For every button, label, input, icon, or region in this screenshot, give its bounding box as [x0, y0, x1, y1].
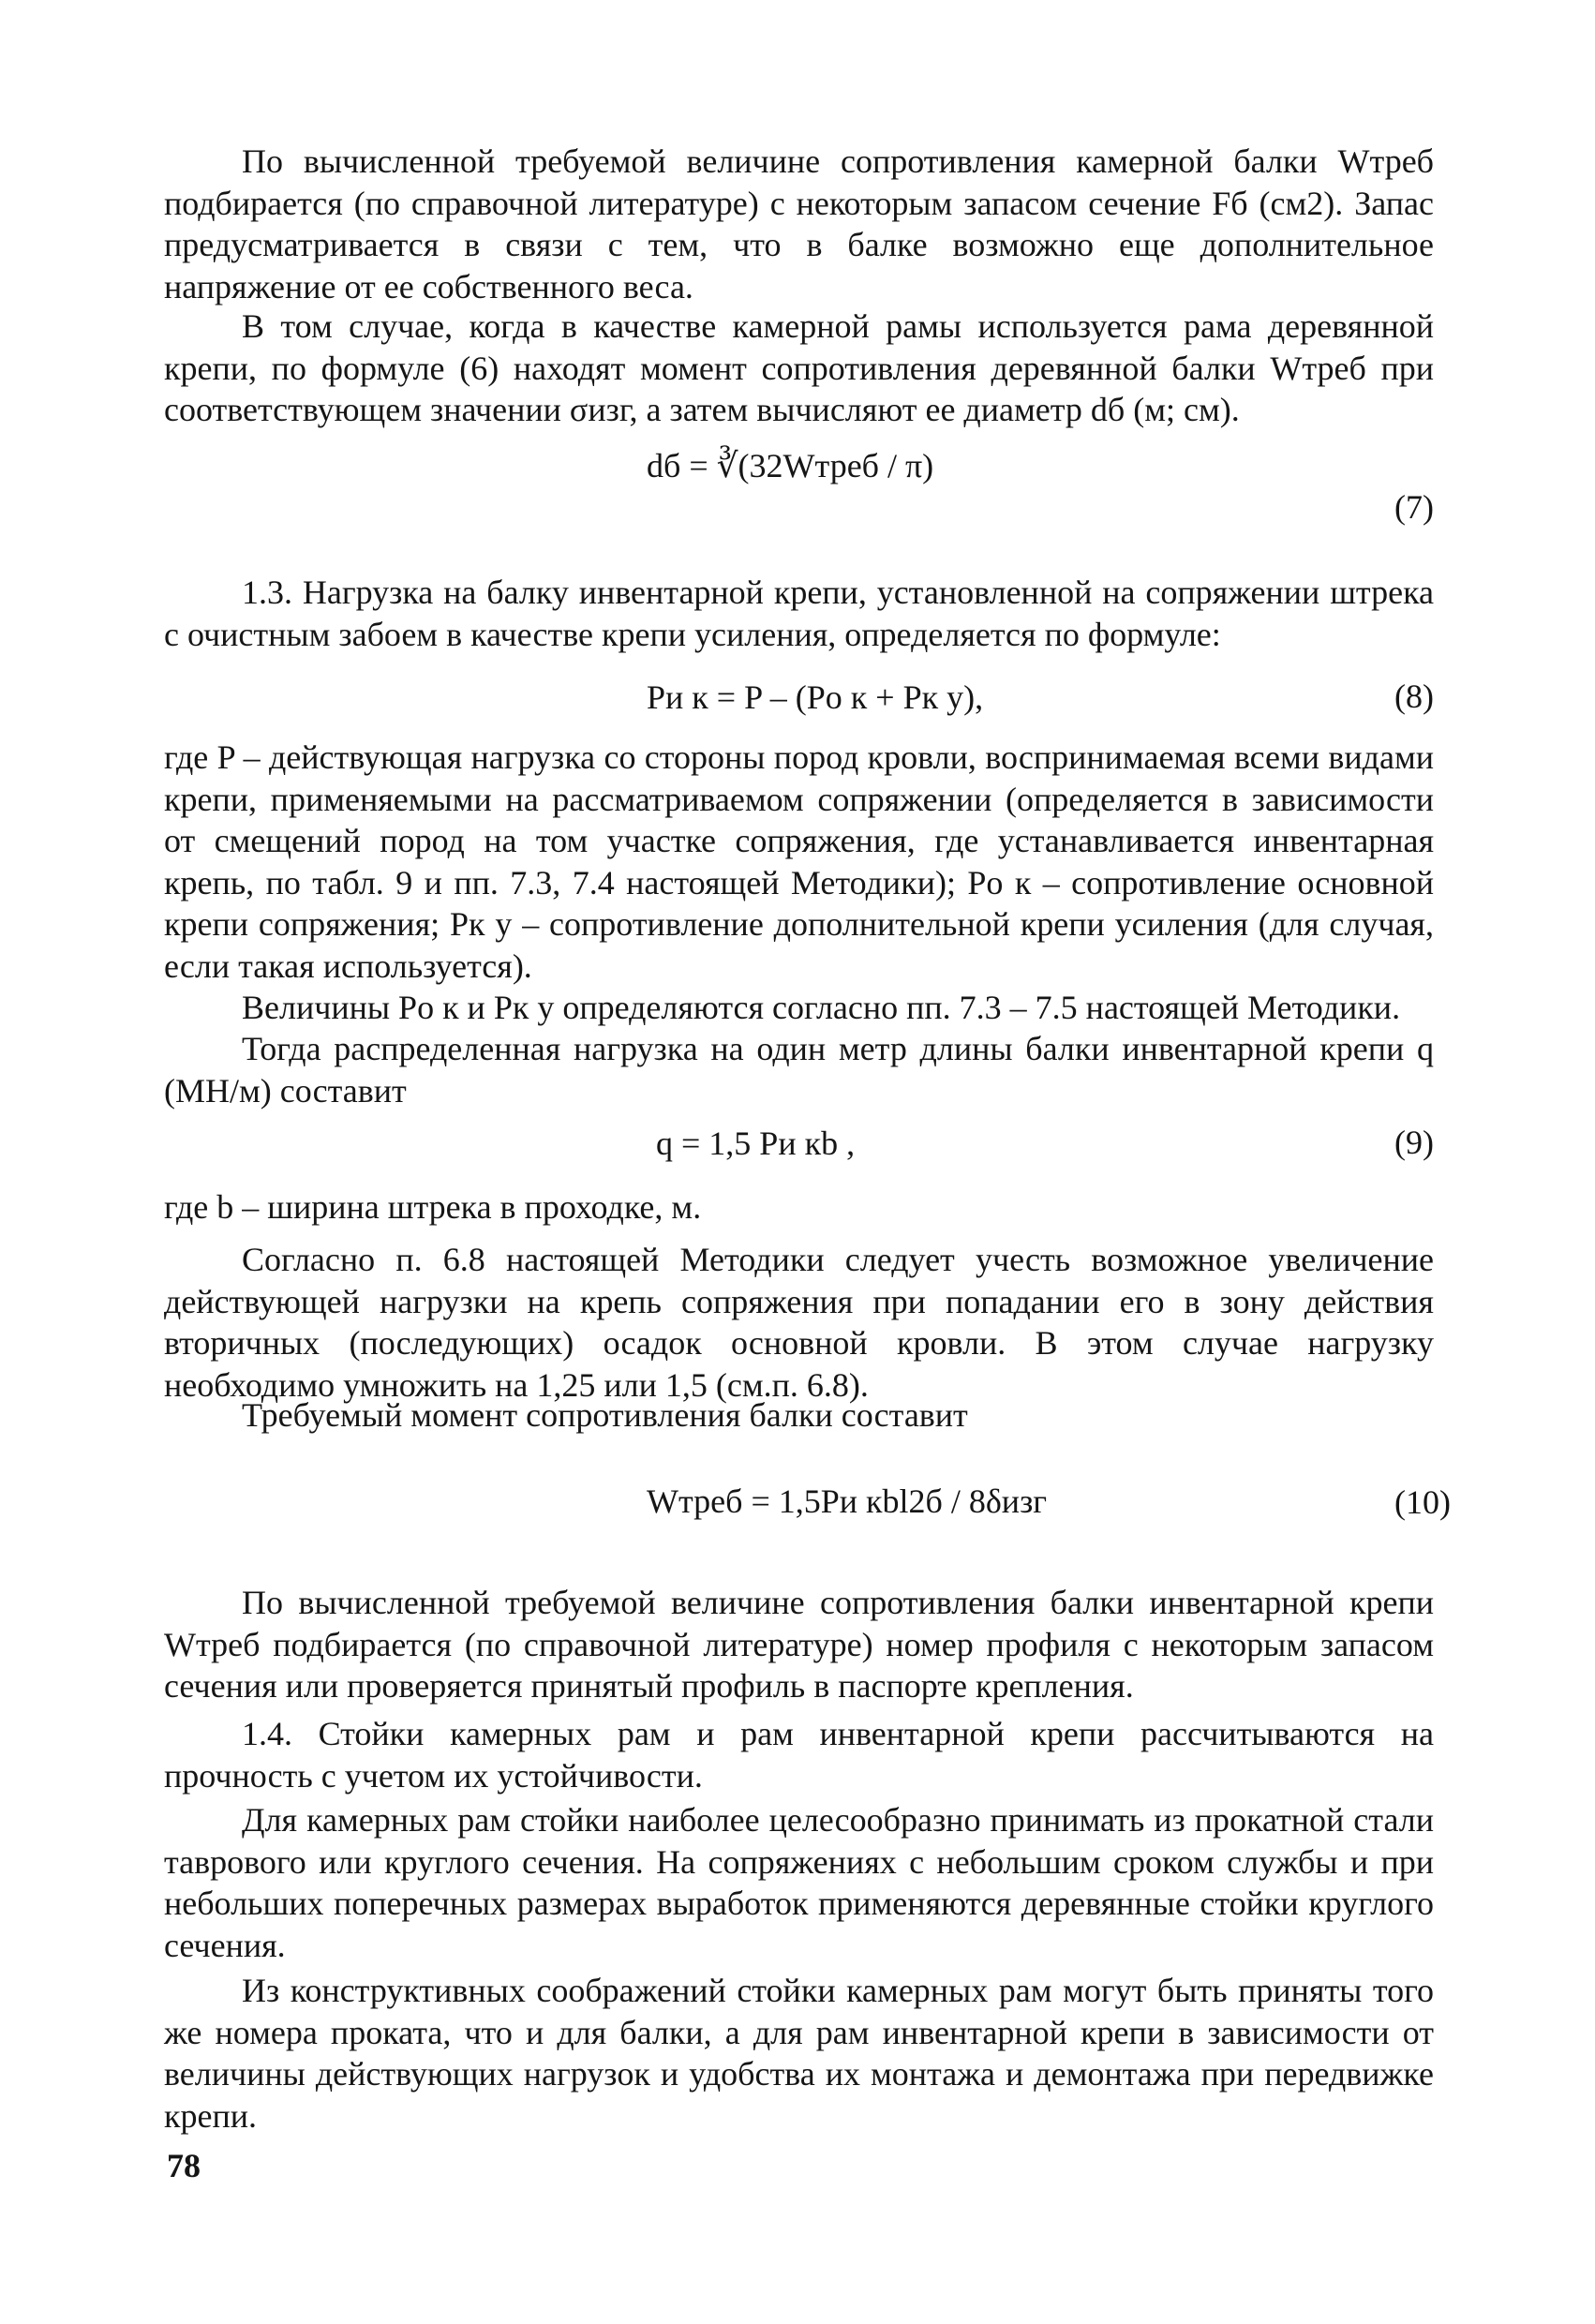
equation-number-7: (7)	[1394, 488, 1434, 526]
formula-8: Pи к = P – (Pо к + Pк у),	[647, 678, 984, 716]
formula-7-text: dб = ∛(32Wтреб / π)	[647, 447, 934, 484]
paragraph-7: где b – ширина штрека в проходке, м.	[164, 1188, 702, 1226]
paragraph-5: Величины Pо к и Pк у определяются согласно пп. 7.3 – 7.5 настоящей Методики.	[242, 989, 1401, 1026]
paragraph-9: Требуемый момент сопротивления балки составит	[242, 1396, 968, 1434]
formula-9: q = 1,5 Pи кb ,	[656, 1125, 856, 1162]
paragraph-11: 1.4. Стойки камерных рам и рам инвентарной крепи рассчитываются на прочность с учетом их устойчивости.	[164, 1715, 1434, 1795]
paragraph-3: 1.3. Нагрузка на балку инвентарной крепи, установленной на сопряжении штрека с очистным забоем в качестве крепи усиления, определяется по формуле:	[164, 574, 1434, 653]
page-number: 78	[167, 2147, 201, 2184]
paragraph-13: Из конструктивных соображений стойки камерных рам могут быть приняты того же номера проката, что и для балки, а для рам инвентарной крепи в зависимости от величины действующих нагрузок и удобства их монтажа и демонтажа при передвижке крепи.	[164, 1972, 1434, 2135]
formula-7	[647, 445, 933, 486]
paragraph-10: По вычисленной требуемой величине сопротивления балки инвентарной крепи Wтреб подбирается (по справочной литературе) номер профиля с некоторым запасом сечения или проверяется принятый профиль в паспорте крепления.	[164, 1584, 1434, 1705]
paragraph-12: Для камерных рам стойки наиболее целесообразно принимать из прокатной стали таврового или круглого сечения. На сопряжениях с небольшим сроком службы и при небольших поперечных размерах выработок применяются деревянные стойки круглого сечения.	[164, 1801, 1434, 1964]
paragraph-8: Согласно п. 6.8 настоящей Методики следует учесть возможное увеличение действующей нагрузки на крепь сопряжения при попадании его в зону действия вторичных (последующих) осадок основной кровли. В этом случае нагрузку необходимо умножить на 1,25 или 1,5 (см.п. 6.8).	[164, 1241, 1434, 1404]
equation-number-10: (10)	[1394, 1483, 1451, 1521]
paragraph-4: где P – действующая нагрузка со стороны пород кровли, воспринимаемая всеми видами крепи, применяемыми на рассматриваемом сопряжении (определяется в зависимости от смещений пород на том участке сопряжения, где устанавливается инвентарная крепь, по табл. 9 и пп. 7.3, 7.4 настоящей Методики); Pо к – сопротивление основной крепи сопряжения; Pк у – сопротивление дополнительной крепи усиления (для случая, если такая используется).	[164, 738, 1434, 985]
paragraph-6: Тогда распределенная нагрузка на один метр длины балки инвентарной крепи q (МН/м) составит	[164, 1030, 1434, 1110]
paragraph-2: В том случае, когда в качестве камерной рамы используется рама деревянной крепи, по формуле (6) находят момент сопротивления деревянной балки Wтреб при соответствующем значении σизг, а затем вычисляют ее диаметр dб (м; см).	[164, 307, 1434, 428]
paragraph-1: По вычисленной требуемой величине сопротивления камерной балки Wтреб подбирается (по справочной литературе) с некоторым запасом сечение Fб (см2). Запас предусматривается в связи с тем, что в балке возможно еще дополнительное напряжение от ее собственного веса.	[164, 142, 1434, 305]
equation-number-9: (9)	[1394, 1124, 1434, 1161]
formula-10: Wтреб = 1,5Pи кbl2б / 8δизг	[647, 1482, 1048, 1520]
equation-number-8: (8)	[1394, 678, 1434, 715]
